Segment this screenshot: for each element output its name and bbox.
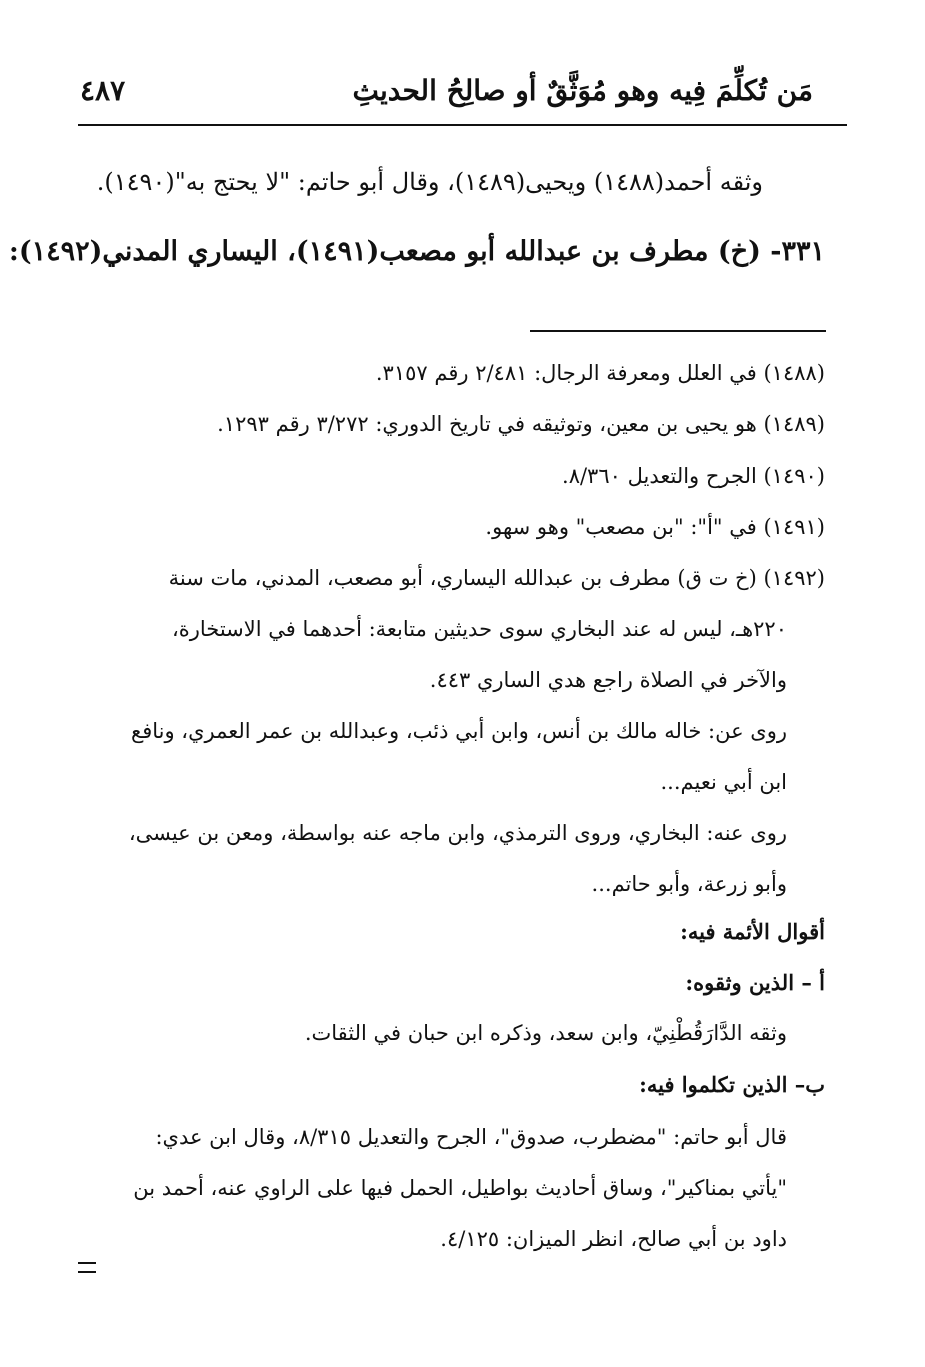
footnote-1489: (١٤٨٩) هو يحيى بن معين، وتوثيقه في تاريخ الدوري: ٣/٢٧٢ رقم ١٢٩٣. xyxy=(217,412,825,436)
takallamu-text-line2: "يأتي بمناكير"، وساق أحاديث بواطيل، الحمل فيها على الراوي عنه، أحمد بن xyxy=(133,1176,787,1200)
footnote-1492-line2: ٢٢٠هـ، ليس له عند البخاري سوى حديثين متابعة: أحدهما في الاستخارة، xyxy=(171,617,787,641)
header-rule xyxy=(78,124,847,126)
body-line-tawthiq: وثقه أحمد(١٤٨٨) ويحيى(١٤٨٩)، وقال أبو حاتم: "لا يحتج به"(١٤٩٠). xyxy=(96,168,763,196)
continuation-mark xyxy=(78,1262,96,1273)
takallamu-text-line1: قال أبو حاتم: "مضطرب، صدوق"، الجرح والتعديل ٨/٣١٥، وقال ابن عدي: xyxy=(155,1125,787,1149)
rawa-anhu-line1: روى عنه: البخاري، وروى الترمذي، وابن ماجه عنه بواسطة، ومعن بن عيسى، xyxy=(128,821,787,845)
wathaquhu-heading: أ – الذين وثقوه: xyxy=(685,970,825,995)
footnote-1490: (١٤٩٠) الجرح والتعديل ٨/٣٦٠. xyxy=(562,464,825,488)
entry-heading-331: ٣٣١- (خ) مطرف بن عبدالله أبو مصعب(١٤٩١)، اليساري المدني(١٤٩٢): xyxy=(8,236,825,267)
wathaquhu-text: وثقه الدَّارَقُطْنِيّ، وابن سعد، وذكره ابن حبان في الثقات. xyxy=(304,1021,787,1045)
footnote-separator xyxy=(530,330,826,332)
takallamu-heading: ب– الذين تكلموا فيه: xyxy=(639,1072,825,1097)
rawa-an-line1: روى عن: خاله مالك بن أنس، وابن أبي ذئب، وعبدالله بن عمر العمري، ونافع xyxy=(131,719,787,743)
rawa-anhu-line2: وأبو زرعة، وأبو حاتم... xyxy=(591,872,787,896)
aqwal-heading: أقوال الأئمة فيه: xyxy=(680,919,825,944)
rawa-an-line2: ابن أبي نعيم... xyxy=(660,770,787,794)
takallamu-text-line3: داود بن أبي صالح، انظر الميزان: ٤/١٢٥. xyxy=(440,1227,787,1251)
footnote-1491: (١٤٩١) في "أ": "بن مصعب" وهو سهو. xyxy=(485,515,825,539)
footnote-1488: (١٤٨٨) في العلل ومعرفة الرجال: ٢/٤٨١ رقم ٣١٥٧. xyxy=(375,361,825,385)
footnote-1492-line1: (١٤٩٢) (خ ت ق) مطرف بن عبدالله اليساري، أبو مصعب، المدني، مات سنة xyxy=(168,566,825,590)
running-title: مَن تُكلِّمَ فِيه وهو مُوَثَّقٌ أو صالِحُ الحديثِ xyxy=(352,74,813,107)
footnote-1492-line3: والآخر في الصلاة راجع هدي الساري ٤٤٣. xyxy=(429,668,787,692)
page-number: ٤٨٧ xyxy=(80,74,126,107)
